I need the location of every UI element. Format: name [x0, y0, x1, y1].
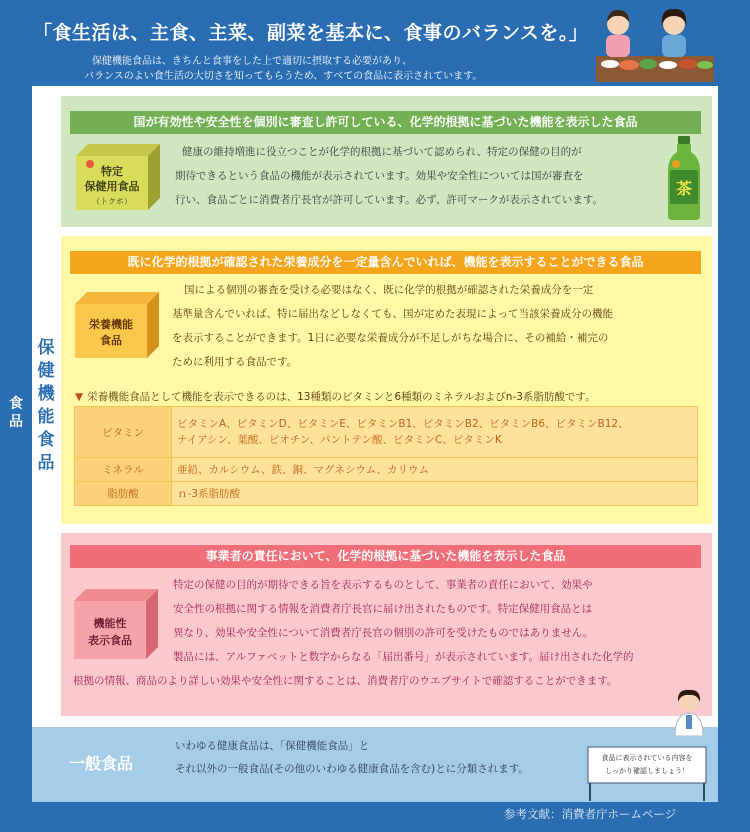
- table-value: [172, 407, 698, 458]
- table-category: ミネラル: [75, 458, 172, 482]
- section-tokuho: [61, 96, 712, 227]
- general-food-title: 一般食品: [69, 754, 134, 773]
- nutrient-description: [172, 278, 613, 374]
- table-category: ビタミン: [75, 407, 172, 458]
- general-food-description: [175, 735, 529, 781]
- side-label-food: 食品: [9, 396, 23, 430]
- page-subtitle: [84, 54, 483, 84]
- table-row: [75, 458, 698, 482]
- nutrient-note-text: 栄養機能食品として機能を表示できるのは、13種類のビタミンと6種類のミネラルおよびn-3系脂肪酸です。: [87, 391, 596, 403]
- functional-line: 安全性の根拠に関する情報を消費者庁長官に届け出されたものです。特定保健用食品とは: [173, 603, 593, 615]
- functional-line: 根拠の情報、商品のより詳しい効果や安全性に関することは、消費者庁のウエブサイトで確認することができます。: [73, 675, 618, 687]
- table-category: 脂肪酸: [75, 482, 172, 506]
- nutrient-note: [75, 389, 596, 404]
- nutrient-line: 基準量含んでいれば、特に届出などしなくても、国が定めた表現によって当該栄養成分の機能: [172, 308, 613, 320]
- section-nutrient-function: [61, 236, 712, 524]
- nutrient-line: 国による個別の審査を受ける必要はなく、既に化学的根拠が確認された栄養成分を一定: [184, 284, 594, 296]
- nutrient-table: [74, 406, 698, 506]
- woman-figure-icon: [671, 688, 707, 736]
- nutrient-package-text: 栄養機能: [89, 318, 133, 331]
- functional-heading: 事業者の責任において、化学的根拠に基づいた機能を表示した食品: [70, 545, 701, 568]
- table-row: [75, 407, 698, 458]
- tokuho-package-text: 保健用食品: [84, 180, 140, 193]
- functional-package-text: 表示食品: [88, 634, 132, 647]
- general-food-line: いわゆる健康食品は、「保健機能食品」と: [175, 740, 370, 752]
- table-value: ｎ-3系脂肪酸: [172, 482, 698, 506]
- tokuho-package-text: 特定: [101, 165, 123, 178]
- table-value-line: ナイアシン、葉酸、ビオチン、パントテン酸、ビタミンC、ビタミンK: [177, 434, 502, 446]
- subtitle-line: 保健機能食品は、きちんと食事をした上で適切に摂取する必要があり、: [92, 56, 412, 67]
- tea-bottle-icon: [666, 136, 702, 220]
- functional-description: [73, 573, 634, 693]
- triangle-down-icon: ▼: [75, 391, 84, 403]
- person-holding-sign-illustration: [586, 735, 710, 801]
- tokuho-line: 健康の維持増進に役立つことが化学的根拠に基づいて認められ、特定の保健の目的が: [182, 146, 582, 158]
- functional-line: 製品には、アルファベットと数字からなる「届出番号」が表示されています。届け出された化学的: [173, 651, 634, 663]
- nutrient-line: ために利用する食品です。: [172, 356, 298, 368]
- page-title: 「食生活は、主食、主菜、副菜を基本に、食事のバランスを。」: [33, 22, 589, 44]
- nutrient-heading: 既に化学的根拠が確認された栄養成分を一定量含んでいれば、機能を表示することができる食品: [70, 251, 701, 274]
- nutrient-line: を表示することができます。1日に必要な栄養成分が不足しがちな場合に、その補給・補完の: [172, 332, 609, 344]
- section-functional-labeled: [61, 533, 712, 716]
- table-value: 亜鉛、カルシウム、鉄、銅、マグネシウム、カリウム: [172, 458, 698, 482]
- nutrient-package-text: 食品: [100, 334, 122, 347]
- functional-package-text: 機能性: [93, 617, 127, 630]
- side-label-functional-health-food: 保健機能食品: [37, 338, 55, 473]
- table-row: [75, 482, 698, 506]
- tokuho-package-icon: [76, 142, 160, 210]
- sign-text: 食品に表示されている内容を: [601, 754, 693, 762]
- functional-line: 異なり、効果や安全性について消費者庁長官の個別の許可を受けたものではありません。: [173, 627, 594, 639]
- table-value-line: ビタミンA、ビタミンD、ビタミンE、ビタミンB1、ビタミンB2、ビタミンB6、ビタミンB12、: [177, 418, 629, 430]
- table-edge: [596, 56, 714, 82]
- tokuho-line: 期待できるという食品の機能が表示されています。効果や安全性については国が審査を: [175, 170, 584, 182]
- nutrient-package-icon: [75, 290, 159, 358]
- functional-line: 特定の保健の目的が期待できる旨を表示するものとして、事業者の責任において、効果や: [173, 579, 593, 591]
- reference-source: 参考文献：消費者庁ホームページ: [504, 807, 677, 821]
- people-eating-illustration: [596, 4, 714, 82]
- section-general-food: [32, 727, 718, 802]
- sign-text: しっかり確認しましょう！: [605, 767, 689, 775]
- tokuho-line: 行い、食品ごとに消費者庁長官が許可しています。必ず、許可マークが表示されています。: [175, 194, 603, 206]
- tokuho-package-text: （トクホ）: [92, 197, 132, 206]
- tokuho-description: [175, 140, 603, 212]
- subtitle-line: バランスのよい食生活の大切さを知ってもらうため、すべての食品に表示されています。: [84, 71, 483, 82]
- tokuho-heading: 国が有効性や安全性を個別に審査し許可している、化学的根拠に基づいた機能を表示した食品: [70, 111, 701, 134]
- bottle-label: 茶: [675, 179, 693, 198]
- general-food-line: それ以外の一般食品(その他のいわゆる健康食品を含む)とに分類されます。: [175, 763, 529, 775]
